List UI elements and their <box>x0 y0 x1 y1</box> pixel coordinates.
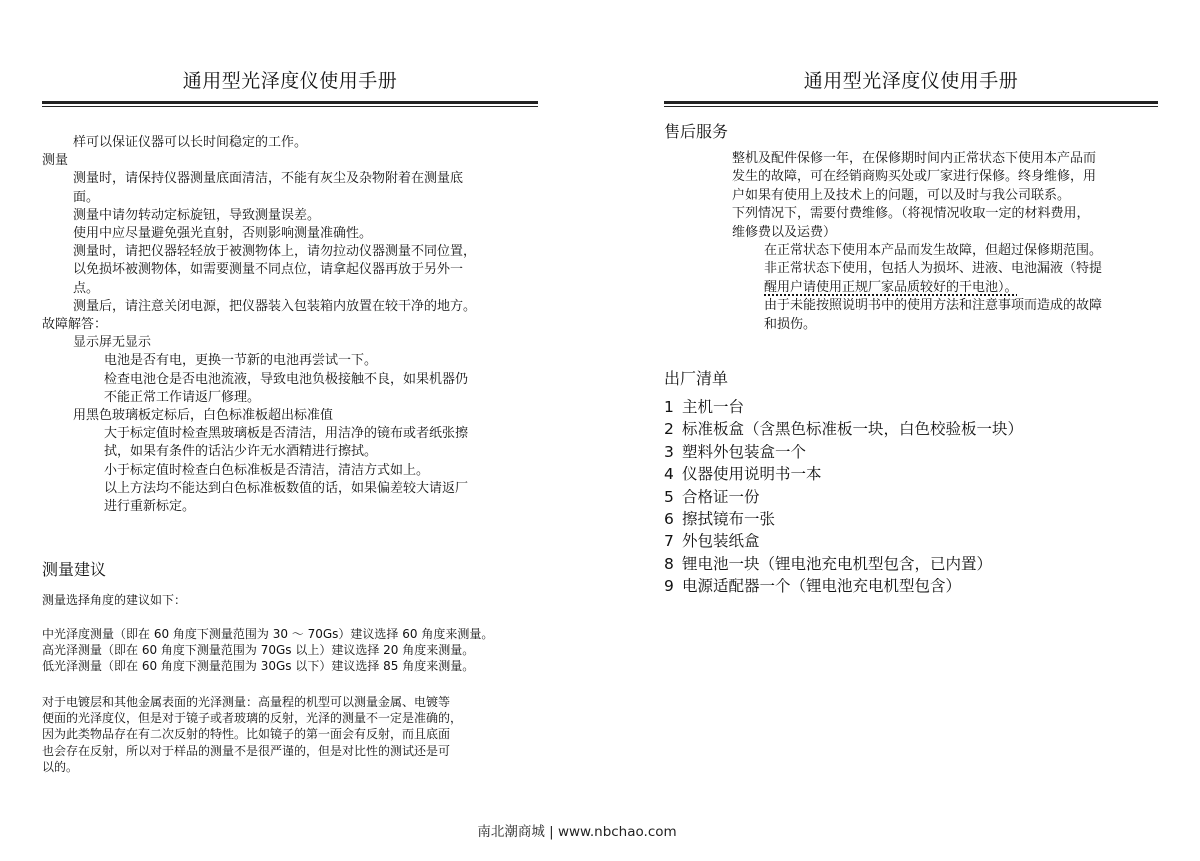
body-line: 以上方法均不能达到白色标准板数值的话，如果偏差较大请返厂 <box>104 480 469 496</box>
advice-line: 低光泽测量（即在 60 角度下测量范围为 30Gs 以下）建议选择 85 角度来测量。 <box>42 659 475 673</box>
page-title: 通用型光泽度仪使用手册 <box>803 70 1019 92</box>
service-line <box>664 150 1158 168</box>
body-line: 电池是否有电，更换一节新的电池再尝试一下。 <box>104 353 378 369</box>
checklist-text: 锂电池一块（锂电池充电机型包含，已内置） <box>682 554 993 573</box>
body-line: 用黑色玻璃板定标后，白色标准板超出标准值 <box>73 408 334 424</box>
service-line-text: 由于未能按照说明书中的使用方法和注意事项而造成的故障 <box>764 298 1103 314</box>
advice-intro: 测量选择角度的建议如下： <box>42 593 187 607</box>
page-title: 通用型光泽度仪使用手册 <box>182 70 398 92</box>
header-rule-thin <box>42 106 538 107</box>
metal-line: 因为此类物品存在有二次反射的特性。比如镜子的第一面会有反射，而且底面 <box>42 727 451 741</box>
body-line: 测量 <box>42 153 69 169</box>
service-line-text: 和损伤。 <box>764 316 817 332</box>
checklist-text: 塑料外包装盒一个 <box>682 442 807 461</box>
checklist-item <box>664 530 1158 552</box>
checklist-text: 合格证一份 <box>682 487 760 506</box>
body-line: 不能正常工作请返厂修理。 <box>104 389 261 405</box>
service-line <box>664 279 1158 297</box>
service-line-text: 醒用户请使用正规厂家品质较好的干电池）。 <box>764 279 1018 295</box>
body-line: 点。 <box>73 280 100 296</box>
body-line: 使用中应尽量避免强光直射，否则影响测量准确性。 <box>73 226 373 242</box>
checklist-item <box>664 418 1158 440</box>
service-line <box>664 297 1158 315</box>
checklist-item <box>664 463 1158 485</box>
header-rule-thick <box>42 101 538 104</box>
service-line-text: 下列情况下，需要付费维修。（将视情况收取一定的材料费用， <box>732 206 1090 222</box>
service-line <box>664 316 1158 334</box>
body-line: 进行重新标定。 <box>104 499 196 515</box>
body-line: 样可以保证仪器可以长时间稳定的工作。 <box>73 135 308 150</box>
checklist-number: 9 <box>664 577 674 596</box>
body-line: 测量时，请把仪器轻轻放于被测物体上，请勿拉动仪器测量不同位置， <box>73 244 477 260</box>
metal-line: 对于电镀层和其他金属表面的光泽测量：高量程的机型可以测量金属、电镀等 <box>42 695 451 709</box>
body-line: 测量时，请保持仪器测量底面清洁，不能有灰尘及杂物附着在测量底 <box>73 171 464 187</box>
service-line <box>664 260 1158 278</box>
checklist-text: 标准板盒（含黑色标准板一块，白色校验板一块） <box>682 420 1024 439</box>
body-line: 检查电池仓是否电池流液，导致电池负极接触不良，如果机器仍 <box>104 371 469 387</box>
checklist-number: 5 <box>664 487 674 506</box>
checklist-number: 1 <box>664 398 674 416</box>
checklist-text: 主机一台 <box>682 398 745 416</box>
checklist-number: 3 <box>664 442 674 461</box>
right-page <box>664 0 1158 861</box>
service-line <box>664 224 1158 242</box>
service-line <box>664 205 1158 223</box>
checklist-item <box>664 396 1158 418</box>
service-line-text: 维修费以及运费） <box>732 224 837 240</box>
checklist-item <box>664 575 1158 597</box>
body-line: 以免损坏被测物体，如需要测量不同点位，请拿起仪器再放于另外一 <box>73 262 464 278</box>
checklist-item <box>664 508 1158 530</box>
checklist-item <box>664 553 1158 575</box>
body-line: 拭，如果有条件的话沾少许无水酒精进行擦拭。 <box>104 444 378 460</box>
service-heading: 售后服务 <box>664 122 729 141</box>
service-line-text: 非正常状态下使用，包括人为损坏、进液、电池漏液（特提 <box>764 261 1103 277</box>
packing-checklist <box>664 396 1158 598</box>
service-line <box>664 242 1158 260</box>
checklist-text: 外包装纸盒 <box>682 532 760 551</box>
body-line: 小于标定值时检查白色标准板是否清洁，清洁方式如上。 <box>104 462 430 478</box>
service-line <box>664 187 1158 205</box>
header-rule-thick <box>664 101 1158 104</box>
checklist-item <box>664 441 1158 463</box>
advice-line: 中光泽度测量（即在 60 角度下测量范围为 30 ～ 70Gs）建议选择 60 角度来测量。 <box>42 627 494 641</box>
checklist-text: 电源适配器一个（锂电池充电机型包含） <box>682 577 962 596</box>
checklist-number: 2 <box>664 420 674 439</box>
body-line: 面。 <box>73 189 100 205</box>
checklist-heading: 出厂清单 <box>664 369 729 388</box>
service-line-text: 整机及配件保修一年，在保修期时间内正常状态下使用本产品而 <box>732 151 1097 166</box>
checklist-item <box>664 486 1158 508</box>
metal-line: 便面的光泽度仪，但是对于镜子或者玻璃的反射，光泽的测量不一定是准确的， <box>42 711 463 725</box>
body-line: 显示屏无显示 <box>73 335 152 351</box>
checklist-number: 4 <box>664 465 674 484</box>
metal-line: 也会存在反射，所以对于样品的测量不是很严谨的，但是对比性的测试还是可 <box>42 744 451 758</box>
advice-heading: 测量建议 <box>42 560 107 579</box>
site-footer: 南北潮商城 | www.nbchao.com <box>477 824 677 840</box>
advice-line: 高光泽测量（即在 60 角度下测量范围为 70Gs 以上）建议选择 20 角度来测量。 <box>42 643 475 657</box>
service-line <box>664 168 1158 186</box>
maintenance-troubleshooting-text <box>42 134 538 516</box>
checklist-number: 8 <box>664 554 674 573</box>
service-text <box>664 150 1158 334</box>
service-line-text: 在正常状态下使用本产品而发生故障，但超过保修期范围。 <box>764 243 1103 259</box>
left-page <box>42 0 538 861</box>
body-line: 故障解答： <box>42 317 108 333</box>
header-rule-thin <box>664 106 1158 107</box>
checklist-text: 仪器使用说明书一本 <box>682 465 822 484</box>
service-line-text: 发生的故障，可在经销商购买处或厂家进行保修。终身维修，用 <box>732 169 1097 185</box>
body-line: 大于标定值时检查黑玻璃板是否清洁，用洁净的镜布或者纸张擦 <box>104 426 469 442</box>
body-line: 测量后，请注意关闭电源，把仪器装入包装箱内放置在较干净的地方。 <box>73 298 477 314</box>
checklist-number: 7 <box>664 532 674 551</box>
checklist-number: 6 <box>664 510 674 529</box>
metal-line: 以的。 <box>42 760 79 774</box>
body-line: 测量中请勿转动定标旋钮，导致测量误差。 <box>73 207 321 223</box>
service-line-text: 户如果有使用上及技术上的问题，可以及时与我公司联系。 <box>732 187 1071 203</box>
checklist-text: 擦拭镜布一张 <box>682 510 776 529</box>
